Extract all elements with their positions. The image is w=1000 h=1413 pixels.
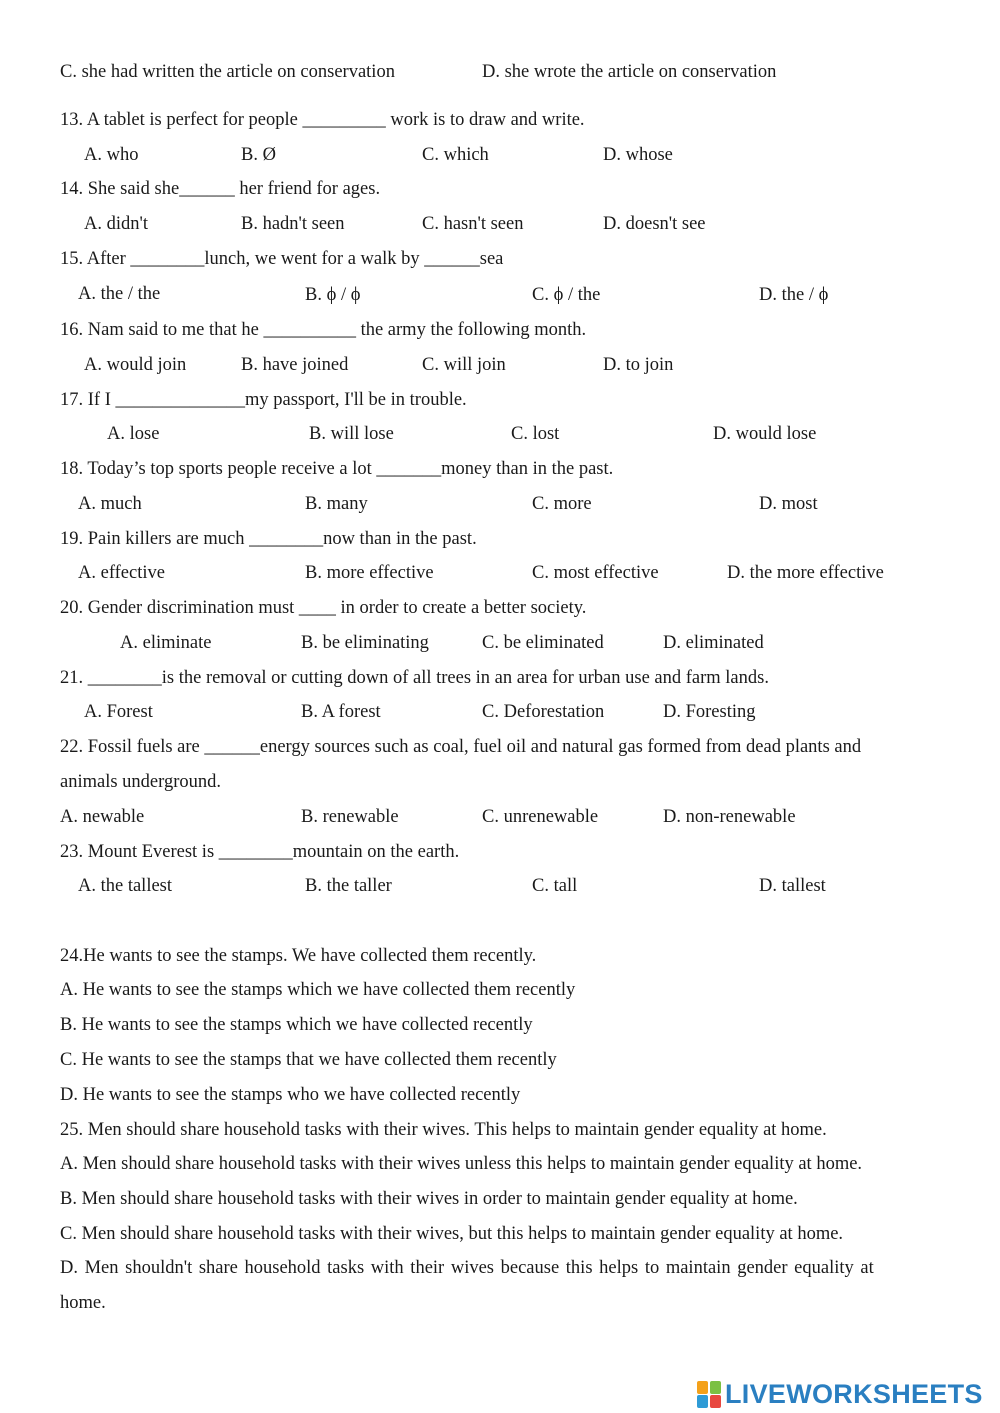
- q19-option-d[interactable]: D. the more effective: [727, 563, 884, 583]
- q13-option-b[interactable]: B. Ø: [241, 145, 276, 165]
- q21-option-a[interactable]: A. Forest: [84, 702, 153, 722]
- q19-stem: 19. Pain killers are much ________now than in the past.: [60, 529, 477, 549]
- q21-option-c[interactable]: C. Deforestation: [482, 702, 605, 722]
- q13-option-c[interactable]: C. which: [422, 145, 489, 165]
- q22-option-c[interactable]: C. unrenewable: [482, 807, 599, 827]
- q20-stem: 20. Gender discrimination must ____ in order to create a better society.: [60, 598, 587, 618]
- q14-option-c[interactable]: C. hasn't seen: [422, 214, 524, 234]
- q19-option-a[interactable]: A. effective: [78, 563, 165, 583]
- q17-option-b[interactable]: B. will lose: [309, 424, 394, 444]
- q15-option-b[interactable]: B. ϕ / ϕ: [305, 285, 361, 305]
- q15-option-c[interactable]: C. ϕ / the: [532, 285, 601, 305]
- q18-option-d[interactable]: D. most: [759, 494, 818, 514]
- logo-mark-icon: [697, 1379, 723, 1409]
- q17-option-c[interactable]: C. lost: [511, 424, 560, 444]
- q25-option-a[interactable]: A. Men should share household tasks with their wives unless this helps to maintain gender equality at home.: [60, 1154, 863, 1174]
- q21-option-d[interactable]: D. Foresting: [663, 702, 756, 722]
- q24-option-a[interactable]: A. He wants to see the stamps which we have collected them recently: [60, 980, 576, 1000]
- q23-option-b[interactable]: B. the taller: [305, 876, 392, 896]
- q23-option-c[interactable]: C. tall: [532, 876, 578, 896]
- q22-option-a[interactable]: A. newable: [60, 807, 145, 827]
- q24-stem: 24.He wants to see the stamps. We have collected them recently.: [60, 946, 537, 966]
- q17-option-a[interactable]: A. lose: [107, 424, 160, 444]
- q16-option-b[interactable]: B. have joined: [241, 355, 349, 375]
- q15-option-d[interactable]: D. the / ϕ: [759, 285, 829, 305]
- q24-option-c[interactable]: C. He wants to see the stamps that we have collected them recently: [60, 1050, 557, 1070]
- q15-option-a[interactable]: A. the / the: [78, 284, 161, 304]
- q13-option-d[interactable]: D. whose: [603, 145, 673, 165]
- q22-stem-continued: animals underground.: [60, 772, 221, 792]
- q16-option-d[interactable]: D. to join: [603, 355, 674, 375]
- q20-option-c[interactable]: C. be eliminated: [482, 633, 604, 653]
- q17-option-d[interactable]: D. would lose: [713, 424, 817, 444]
- q23-stem: 23. Mount Everest is ________mountain on the earth.: [60, 842, 460, 862]
- q16-option-c[interactable]: C. will join: [422, 355, 506, 375]
- q21-stem: 21. ________is the removal or cutting down of all trees in an area for urban use and farm lands.: [60, 668, 769, 688]
- q18-stem: 18. Today’s top sports people receive a lot _______money than in the past.: [60, 459, 614, 479]
- q24-option-d[interactable]: D. He wants to see the stamps who we have collected recently: [60, 1085, 521, 1105]
- q14-stem: 14. She said she______ her friend for ages.: [60, 179, 381, 199]
- q18-option-b[interactable]: B. many: [305, 494, 368, 514]
- q18-option-a[interactable]: A. much: [78, 494, 142, 514]
- q12-option-c[interactable]: C. she had written the article on conservation: [60, 62, 395, 82]
- q16-option-a[interactable]: A. would join: [84, 355, 187, 375]
- q17-stem: 17. If I ______________my passport, I'll be in trouble.: [60, 390, 467, 410]
- q20-option-b[interactable]: B. be eliminating: [301, 633, 429, 653]
- q12-option-d[interactable]: D. she wrote the article on conservation: [482, 62, 777, 82]
- q16-stem: 16. Nam said to me that he __________ the army the following month.: [60, 320, 587, 340]
- q23-option-a[interactable]: A. the tallest: [78, 876, 173, 896]
- q18-option-c[interactable]: C. more: [532, 494, 592, 514]
- q15-stem: 15. After ________lunch, we went for a walk by ______sea: [60, 249, 504, 269]
- q19-option-b[interactable]: B. more effective: [305, 563, 434, 583]
- q22-option-d[interactable]: D. non-renewable: [663, 807, 796, 827]
- q20-option-d[interactable]: D. eliminated: [663, 633, 764, 653]
- logo-text: LIVEWORKSHEETS: [725, 1378, 983, 1409]
- q19-option-c[interactable]: C. most effective: [532, 563, 659, 583]
- q20-option-a[interactable]: A. eliminate: [120, 633, 212, 653]
- q14-option-a[interactable]: A. didn't: [84, 214, 148, 234]
- q14-option-b[interactable]: B. hadn't seen: [241, 214, 345, 234]
- q25-stem: 25. Men should share household tasks with their wives. This helps to maintain gender equality at home.: [60, 1120, 827, 1140]
- q25-option-d-continued: home.: [60, 1293, 106, 1313]
- q24-option-b[interactable]: B. He wants to see the stamps which we have collected recently: [60, 1015, 533, 1035]
- q25-option-d[interactable]: D. Men shouldn't share household tasks with their wives because this helps to maintain gender equality at: [60, 1258, 874, 1278]
- q25-option-c[interactable]: C. Men should share household tasks with their wives, but this helps to maintain gender equality at home.: [60, 1224, 844, 1244]
- q22-stem: 22. Fossil fuels are ______energy sources such as coal, fuel oil and natural gas formed from dead plants and: [60, 737, 862, 757]
- q21-option-b[interactable]: B. A forest: [301, 702, 381, 722]
- q22-option-b[interactable]: B. renewable: [301, 807, 399, 827]
- q25-option-b[interactable]: B. Men should share household tasks with their wives in order to maintain gender equality at home.: [60, 1189, 798, 1209]
- liveworksheets-logo: [697, 1377, 983, 1411]
- q13-option-a[interactable]: A. who: [84, 145, 139, 165]
- q14-option-d[interactable]: D. doesn't see: [603, 214, 706, 234]
- q23-option-d[interactable]: D. tallest: [759, 876, 826, 896]
- q13-stem: 13. A tablet is perfect for people _________ work is to draw and write.: [60, 110, 585, 130]
